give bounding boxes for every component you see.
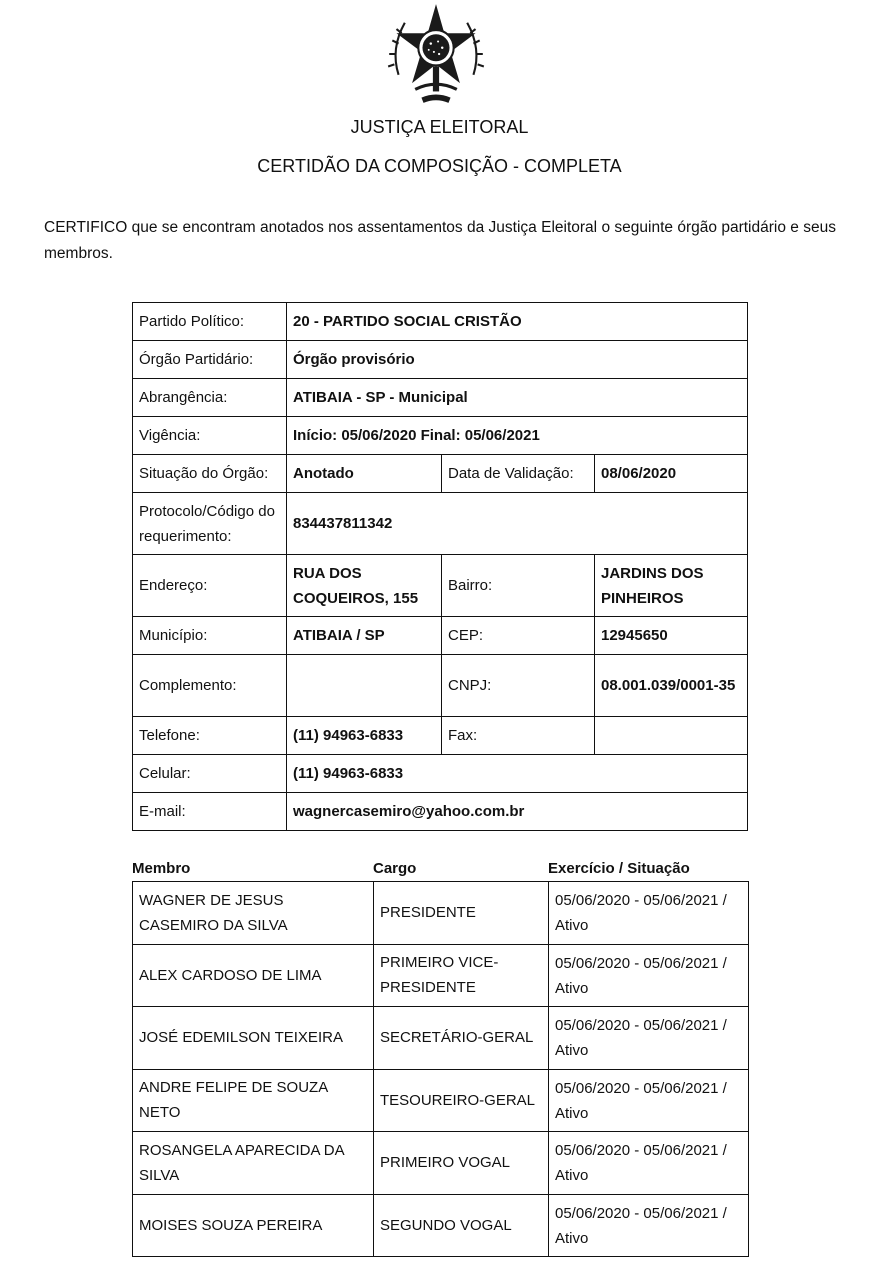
members-table — [132, 881, 749, 1257]
protocolo-value: 834437811342 — [287, 493, 748, 555]
partido-value: 20 - PARTIDO SOCIAL CRISTÃO — [287, 303, 748, 341]
situacao-label: Situação do Órgão: — [133, 455, 287, 493]
member-name: ANDRE FELIPE DE SOUZA NETO — [133, 1069, 374, 1132]
member-role: SEGUNDO VOGAL — [374, 1194, 549, 1257]
endereco-label: Endereço: — [133, 555, 287, 617]
intro-paragraph: CERTIFICO que se encontram anotados nos assentamentos da Justiça Eleitoral o seguinte órgão partidário e seus membros. — [44, 219, 836, 262]
member-name: JOSÉ EDEMILSON TEIXEIRA — [133, 1007, 374, 1070]
party-info-table — [132, 302, 748, 831]
member-name: WAGNER DE JESUS CASEMIRO DA SILVA — [133, 882, 374, 945]
member-term: 05/06/2020 - 05/06/2021 / Ativo — [549, 1132, 749, 1195]
orgao-value: Órgão provisório — [287, 341, 748, 379]
member-name: ALEX CARDOSO DE LIMA — [133, 944, 374, 1007]
telefone-label: Telefone: — [133, 717, 287, 755]
cep-label: CEP: — [442, 617, 595, 655]
municipio-value: ATIBAIA / SP — [287, 617, 442, 655]
endereco-value: RUA DOS COQUEIROS, 155 — [287, 555, 442, 617]
table-row — [133, 1194, 749, 1257]
page-subtitle: CERTIDÃO DA COMPOSIÇÃO - COMPLETA — [257, 156, 622, 176]
cep-value: 12945650 — [595, 617, 748, 655]
member-term: 05/06/2020 - 05/06/2021 / Ativo — [549, 1069, 749, 1132]
member-name: ROSANGELA APARECIDA DA SILVA — [133, 1132, 374, 1195]
email-label: E-mail: — [133, 793, 287, 831]
members-column-header: Cargo — [373, 860, 417, 877]
member-role: TESOUREIRO-GERAL — [374, 1069, 549, 1132]
partido-label: Partido Político: — [133, 303, 287, 341]
row-vigencia — [133, 417, 748, 455]
fax-value — [595, 717, 748, 755]
orgao-label: Órgão Partidário: — [133, 341, 287, 379]
validacao-label: Data de Validação: — [442, 455, 595, 493]
row-celular — [133, 755, 748, 793]
complemento-value — [287, 655, 442, 717]
bairro-label: Bairro: — [442, 555, 595, 617]
email-value: wagnercasemiro@yahoo.com.br — [287, 793, 748, 831]
municipio-label: Município: — [133, 617, 287, 655]
table-row — [133, 1069, 749, 1132]
vigencia-label: Vigência: — [133, 417, 287, 455]
situacao-value: Anotado — [287, 455, 442, 493]
table-row — [133, 944, 749, 1007]
abrangencia-value: ATIBAIA - SP - Municipal — [287, 379, 748, 417]
member-role: PRIMEIRO VICE-PRESIDENTE — [374, 944, 549, 1007]
row-protocolo — [133, 493, 748, 555]
telefone-value: (11) 94963-6833 — [287, 717, 442, 755]
member-term: 05/06/2020 - 05/06/2021 / Ativo — [549, 1007, 749, 1070]
row-email — [133, 793, 748, 831]
cnpj-label: CNPJ: — [442, 655, 595, 717]
vigencia-value: Início: 05/06/2020 Final: 05/06/2021 — [287, 417, 748, 455]
member-term: 05/06/2020 - 05/06/2021 / Ativo — [549, 944, 749, 1007]
row-situacao — [133, 455, 748, 493]
table-row — [133, 882, 749, 945]
member-role: PRESIDENTE — [374, 882, 549, 945]
row-endereco — [133, 555, 748, 617]
coat-of-arms-icon — [384, 2, 488, 106]
protocolo-label: Protocolo/Código do requerimento: — [133, 493, 287, 555]
member-term: 05/06/2020 - 05/06/2021 / Ativo — [549, 882, 749, 945]
celular-value: (11) 94963-6833 — [287, 755, 748, 793]
validacao-value: 08/06/2020 — [595, 455, 748, 493]
fax-label: Fax: — [442, 717, 595, 755]
row-abrangencia — [133, 379, 748, 417]
row-municipio — [133, 617, 748, 655]
page-title: JUSTIÇA ELEITORAL — [350, 117, 529, 137]
member-name: MOISES SOUZA PEREIRA — [133, 1194, 374, 1257]
row-partido — [133, 303, 748, 341]
row-complemento — [133, 655, 748, 717]
members-column-header: Membro — [132, 860, 191, 877]
cnpj-value: 08.001.039/0001-35 — [595, 655, 748, 717]
member-role: SECRETÁRIO-GERAL — [374, 1007, 549, 1070]
complemento-label: Complemento: — [133, 655, 287, 717]
table-row — [133, 1007, 749, 1070]
bairro-value: JARDINS DOS PINHEIROS — [595, 555, 748, 617]
members-column-header: Exercício / Situação — [548, 860, 690, 877]
celular-label: Celular: — [133, 755, 287, 793]
member-term: 05/06/2020 - 05/06/2021 / Ativo — [549, 1194, 749, 1257]
table-row — [133, 1132, 749, 1195]
member-role: PRIMEIRO VOGAL — [374, 1132, 549, 1195]
abrangencia-label: Abrangência: — [133, 379, 287, 417]
row-orgao — [133, 341, 748, 379]
row-telefone — [133, 717, 748, 755]
